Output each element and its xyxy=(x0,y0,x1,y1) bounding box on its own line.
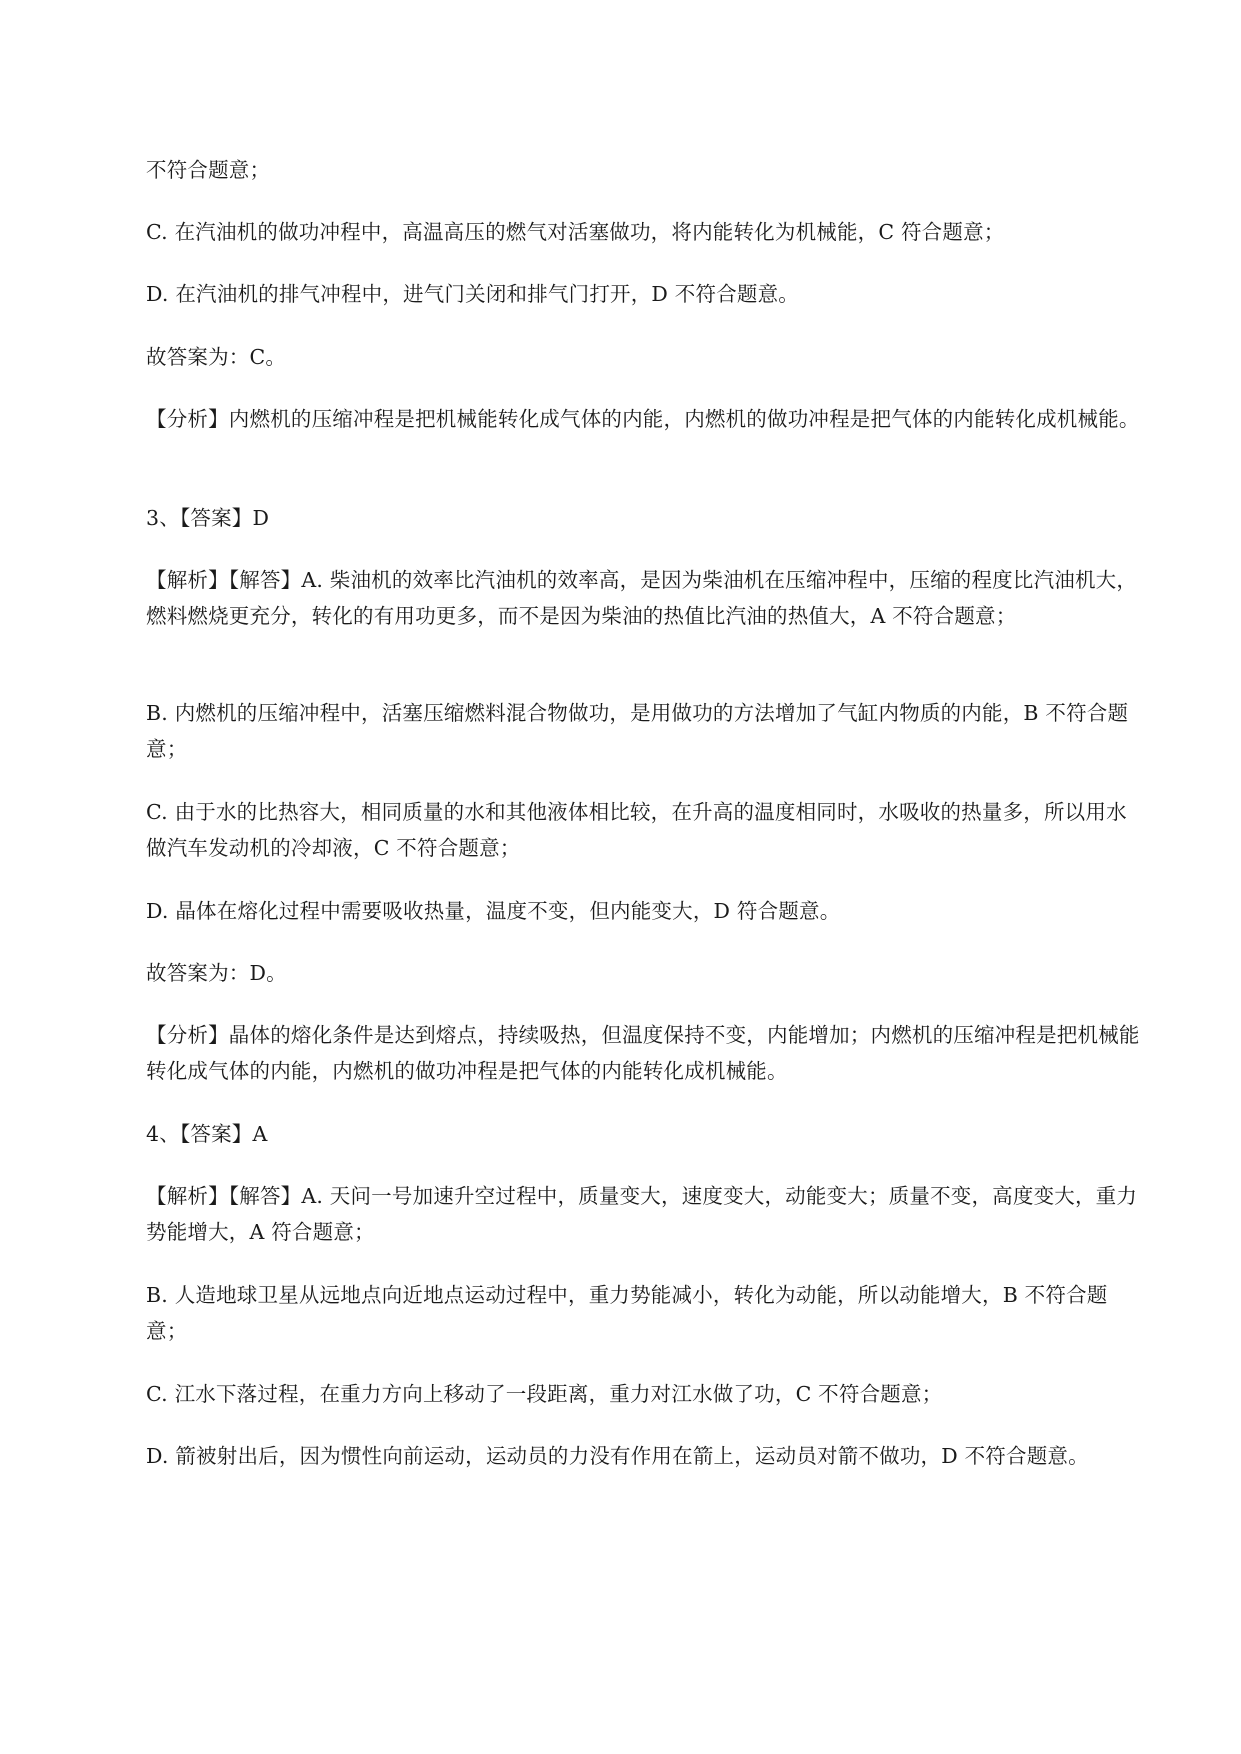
paragraph-3-analysis: 【分析】晶体的熔化条件是达到熔点，持续吸热，但温度保持不变，内能增加；内燃机的压缩冲程是把机械能转化成气体的内能，内燃机的做功冲程是把气体的内能转化成机械能。 xyxy=(146,1023,1140,1083)
question-3-answer: 3、【答案】D xyxy=(146,506,270,530)
paragraph-3c: C. 由于水的比热容大，相同质量的水和其他液体相比较，在升高的温度相同时，水吸收的热量多，所以用水做汽车发动机的冷却液，C 不符合题意； xyxy=(146,800,1127,860)
paragraph-3d: D. 晶体在熔化过程中需要吸收热量，温度不变，但内能变大，D 符合题意。 xyxy=(146,899,841,923)
paragraph-3a: 【解析】【解答】A. 柴油机的效率比汽油机的效率高，是因为柴油机在压缩冲程中，压缩的程度比汽油机大，燃料燃烧更充分，转化的有用功更多，而不是因为柴油的热值比汽油的热值大，A 不符合题意； xyxy=(146,568,1138,628)
paragraph-4d: D. 箭被射出后，因为惯性向前运动，运动员的力没有作用在箭上，运动员对箭不做功，D 不符合题意。 xyxy=(146,1444,1089,1468)
paragraph-2-analysis: 【分析】内燃机的压缩冲程是把机械能转化成气体的内能，内燃机的做功冲程是把气体的内能转化成机械能。 xyxy=(146,407,1140,431)
paragraph-2-answer: 故答案为：C。 xyxy=(146,345,287,369)
question-4-answer: 4、【答案】A xyxy=(146,1122,268,1146)
paragraph-4c: C. 江水下落过程，在重力方向上移动了一段距离，重力对江水做了功，C 不符合题意； xyxy=(146,1382,943,1406)
paragraph-continuation: 不符合题意； xyxy=(146,158,271,182)
paragraph-3-answer: 故答案为：D。 xyxy=(146,961,287,985)
paragraph-2d: D. 在汽油机的排气冲程中，进气门关闭和排气门打开，D 不符合题意。 xyxy=(146,282,799,306)
paragraph-3b: B. 内燃机的压缩冲程中，活塞压缩燃料混合物做功，是用做功的方法增加了气缸内物质的内能，B 不符合题意； xyxy=(146,701,1129,761)
paragraph-4a: 【解析】【解答】A. 天问一号加速升空过程中，质量变大，速度变大，动能变大；质量不变，高度变大，重力势能增大，A 符合题意； xyxy=(146,1184,1138,1244)
paragraph-4b: B. 人造地球卫星从远地点向近地点运动过程中，重力势能减小，转化为动能，所以动能增大，B 不符合题意； xyxy=(146,1283,1108,1343)
paragraph-2c: C. 在汽油机的做功冲程中，高温高压的燃气对活塞做功，将内能转化为机械能，C 符合题意； xyxy=(146,220,1005,244)
